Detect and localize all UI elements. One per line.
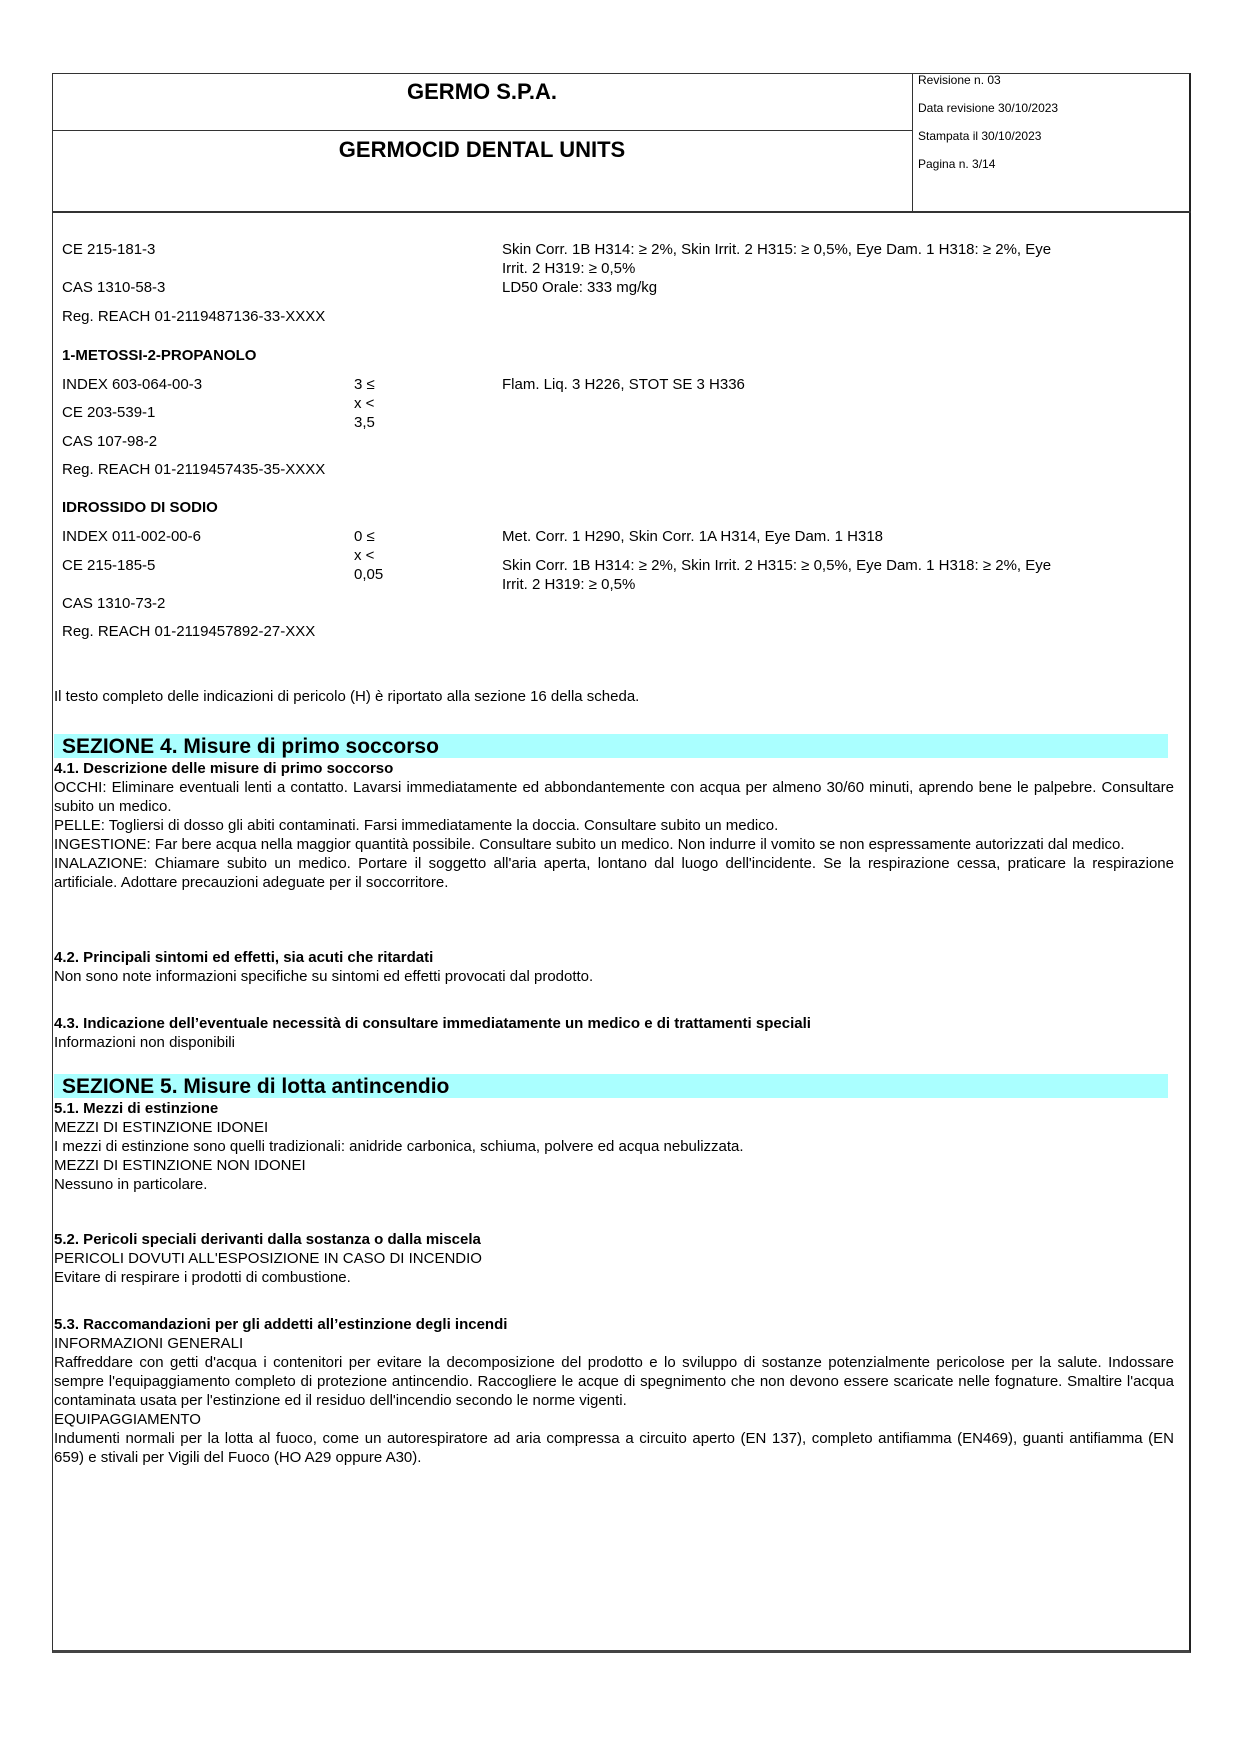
section-4-title: SEZIONE 4. Misure di primo soccorso	[54, 734, 1168, 758]
reach-number: Reg. REACH 01-2119457892-27-XXX	[62, 623, 316, 640]
paragraph: MEZZI DI ESTINZIONE IDONEI	[54, 1119, 269, 1136]
cas-number: CAS 1310-58-3	[62, 279, 166, 296]
subsection-title: 5.3. Raccomandazioni per gli addetti all’estinzione degli incendi	[54, 1316, 508, 1333]
section-4-2	[54, 948, 1174, 986]
paragraph-occhi: OCCHI: Eliminare eventuali lenti a contatto. Lavarsi immediatamente ed abbondantemente con acqua per almeno 30/60 minuti, aprendo bene le palpebre. Consultare subito un medico.	[54, 779, 1174, 815]
reach-number: Reg. REACH 01-2119457435-35-XXXX	[62, 461, 326, 478]
paragraph-pelle: PELLE: Togliersi di dosso gli abiti contaminati. Farsi immediatamente la doccia. Consultare subito un medico.	[54, 817, 779, 834]
concentration: 3 ≤ x < 3,5	[354, 376, 375, 431]
concentration: 0 ≤ x < 0,05	[354, 528, 384, 583]
classification: Flam. Liq. 3 H226, STOT SE 3 H336	[502, 376, 745, 393]
product-name: GERMOCID DENTAL UNITS	[338, 137, 626, 162]
section-5-2	[54, 1230, 1174, 1287]
subsection-title: 4.2. Principali sintomi ed effetti, sia acuti che ritardati	[54, 949, 434, 966]
subsection-title: 4.1. Descrizione delle misure di primo soccorso	[54, 760, 394, 777]
hazard-note: Il testo completo delle indicazioni di pericolo (H) è riportato alla sezione 16 della scheda.	[54, 688, 640, 705]
paragraph: Non sono note informazioni specifiche su sintomi ed effetti provocati dal prodotto.	[54, 968, 594, 985]
paragraph: Indumenti normali per la lotta al fuoco, come un autorespiratore ad aria compressa a circuito aperto (EN 137), completo antifiamma (EN469), guanti antifiamma (EN 659) e stivali per Vigili del Fuoco (HO A29 oppure A30).	[54, 1430, 1174, 1466]
cas-number: CAS 107-98-2	[62, 433, 158, 450]
substance-name: IDROSSIDO DI SODIO	[62, 499, 218, 516]
section-5-1	[54, 1099, 1174, 1194]
paragraph: Informazioni non disponibili	[54, 1034, 235, 1051]
header-meta	[918, 73, 1188, 185]
section-5-title: SEZIONE 5. Misure di lotta antincendio	[54, 1074, 1168, 1098]
section-4-3	[54, 1014, 1174, 1052]
subsection-title: 5.2. Pericoli speciali derivanti dalla sostanza o dalla miscela	[54, 1231, 481, 1248]
paragraph: I mezzi di estinzione sono quelli tradizionali: anidride carbonica, schiuma, polvere ed acqua nebulizzata.	[54, 1138, 744, 1155]
subsection-title: 4.3. Indicazione dell’eventuale necessità di consultare immediatamente un medico e di trattamenti speciali	[54, 1015, 811, 1032]
revision-date: Data revisione 30/10/2023	[918, 101, 1059, 115]
paragraph: Nessuno in particolare.	[54, 1176, 208, 1193]
paragraph: PERICOLI DOVUTI ALL'ESPOSIZIONE IN CASO DI INCENDIO	[54, 1250, 482, 1267]
index-number: INDEX 603-064-00-3	[62, 376, 203, 393]
paragraph: INFORMAZIONI GENERALI	[54, 1335, 244, 1352]
revision-number: Revisione n. 03	[918, 73, 1001, 87]
index-number: INDEX 011-002-00-6	[62, 528, 201, 545]
page-number: Pagina n. 3/14	[918, 157, 996, 171]
section-5-3	[54, 1315, 1174, 1467]
ce-number: CE 203-539-1	[62, 404, 156, 421]
paragraph-ingestione: INGESTIONE: Far bere acqua nella maggior quantità possibile. Consultare subito un medico. Non indurre il vomito se non espressamente autorizzati dal medico.	[54, 836, 1125, 853]
cas-number: CAS 1310-73-2	[62, 595, 166, 612]
ce-number: CE 215-185-5	[62, 557, 156, 574]
paragraph: Raffreddare con getti d'acqua i contenitori per evitare la decomposizione del prodotto e lo sviluppo di sostanze potenzialmente pericolose per la salute. Indossare sempre l'equipaggiamento completo di protezione antincendio. Raccogliere le acque di spegnimento che non devono essere scaricate nelle fognature. Smaltire l'acqua contaminata usata per l'estinzione ed il residuo dell'incendio secondo le norme vigenti.	[54, 1354, 1174, 1409]
paragraph: Evitare di respirare i prodotti di combustione.	[54, 1269, 351, 1286]
print-date: Stampata il 30/10/2023	[918, 129, 1042, 143]
classification: Skin Corr. 1B H314: ≥ 2%, Skin Irrit. 2 H315: ≥ 0,5%, Eye Dam. 1 H318: ≥ 2%, Eye Irrit. 2 H319: ≥ 0,5%	[502, 557, 1052, 593]
paragraph: MEZZI DI ESTINZIONE NON IDONEI	[54, 1157, 306, 1174]
substance-name: 1-METOSSI-2-PROPANOLO	[62, 347, 257, 364]
classification: Skin Corr. 1B H314: ≥ 2%, Skin Irrit. 2 H315: ≥ 0,5%, Eye Dam. 1 H318: ≥ 2%, Eye Irrit. 2 H319: ≥ 0,5%	[502, 241, 1052, 277]
classification: Met. Corr. 1 H290, Skin Corr. 1A H314, Eye Dam. 1 H318	[502, 528, 884, 545]
document-header	[52, 73, 1191, 213]
reach-number: Reg. REACH 01-2119487136-33-XXXX	[62, 308, 326, 325]
subsection-title: 5.1. Mezzi di estinzione	[54, 1100, 219, 1117]
ce-number: CE 215-181-3	[62, 241, 156, 258]
ld50: LD50 Orale: 333 mg/kg	[502, 279, 658, 296]
section-4-1	[54, 759, 1174, 892]
paragraph-inalazione: INALAZIONE: Chiamare subito un medico. Portare il soggetto all'aria aperta, lontano dal luogo dell'incidente. Se la respirazione cessa, praticare la respirazione artificiale. Adottare precauzioni adeguate per il soccorritore.	[54, 855, 1174, 891]
company-name: GERMO S.P.A.	[52, 73, 912, 131]
header-title-block	[52, 73, 913, 213]
paragraph: EQUIPAGGIAMENTO	[54, 1411, 201, 1428]
